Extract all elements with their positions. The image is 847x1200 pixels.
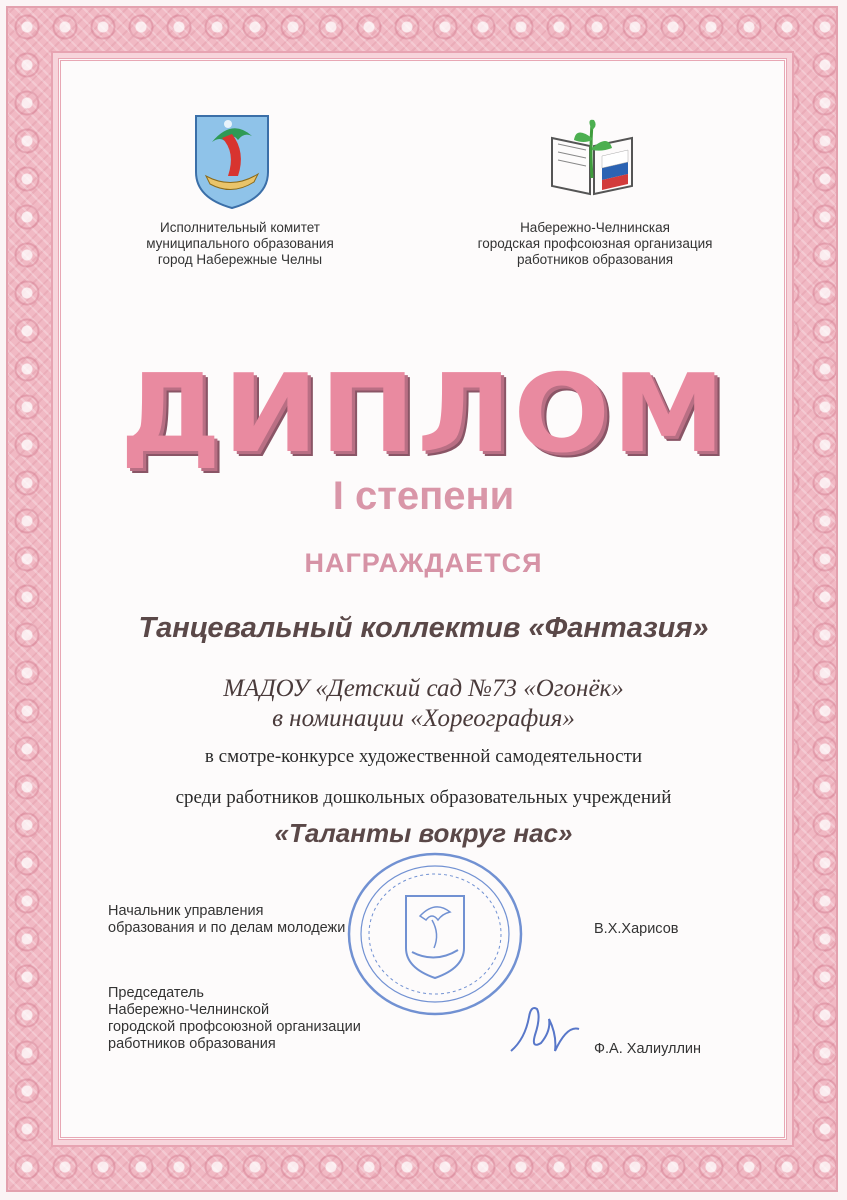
nomination-line: в номинации «Хореография» <box>272 705 575 732</box>
signatory-1-title-line: образования и по делам молодежи <box>108 920 346 936</box>
contest-description-line-1: в смотре-конкурсе художественной самодеятельности <box>204 746 643 767</box>
org-left-line: Исполнительный комитет <box>160 220 320 235</box>
signatory-2-title-line: работников образования <box>108 1036 276 1052</box>
trade-union-logo-icon <box>546 118 638 198</box>
degree-label: I степени <box>332 474 515 518</box>
signatory-2-title <box>108 985 428 1053</box>
contest-name: «Таланты вокруг нас» <box>274 818 573 848</box>
signatory-2-title-line: Набережно-Челнинской <box>108 1002 270 1018</box>
diploma-title: ДИПЛОМ <box>120 352 727 477</box>
contest-description-line-2: среди работников дошкольных образовательных учреждений <box>175 787 672 808</box>
signatory-2-title-line: Председатель <box>108 985 204 1001</box>
signatory-1-title <box>108 903 408 937</box>
city-coat-of-arms-icon <box>192 112 272 210</box>
handwritten-signature-icon <box>505 995 585 1065</box>
signatory-2-name: Ф.А. Халиуллин <box>594 1041 702 1057</box>
org-left-line: муниципального образования <box>146 236 334 251</box>
signatory-2-title-line: городской профсоюзной организации <box>108 1019 361 1035</box>
institution-line: МАДОУ «Детский сад №73 «Огонёк» <box>223 675 624 702</box>
signatory-1-title-line: Начальник управления <box>108 903 264 919</box>
org-right-line: городская профсоюзная организация <box>477 236 713 251</box>
org-right-line: Набережно-Челнинская <box>520 220 670 235</box>
executive-committee-label <box>110 220 370 268</box>
recipient-name: Танцевальный коллектив «Фантазия» <box>138 612 709 644</box>
org-right-line: работников образования <box>516 252 674 267</box>
org-left-line: город Набережные Челны <box>157 252 323 267</box>
trade-union-label <box>450 220 740 268</box>
institution-text <box>0 674 847 734</box>
awarded-label: НАГРАЖДАЕТСЯ <box>304 548 543 578</box>
signatory-1-name: В.Х.Харисов <box>594 921 679 937</box>
